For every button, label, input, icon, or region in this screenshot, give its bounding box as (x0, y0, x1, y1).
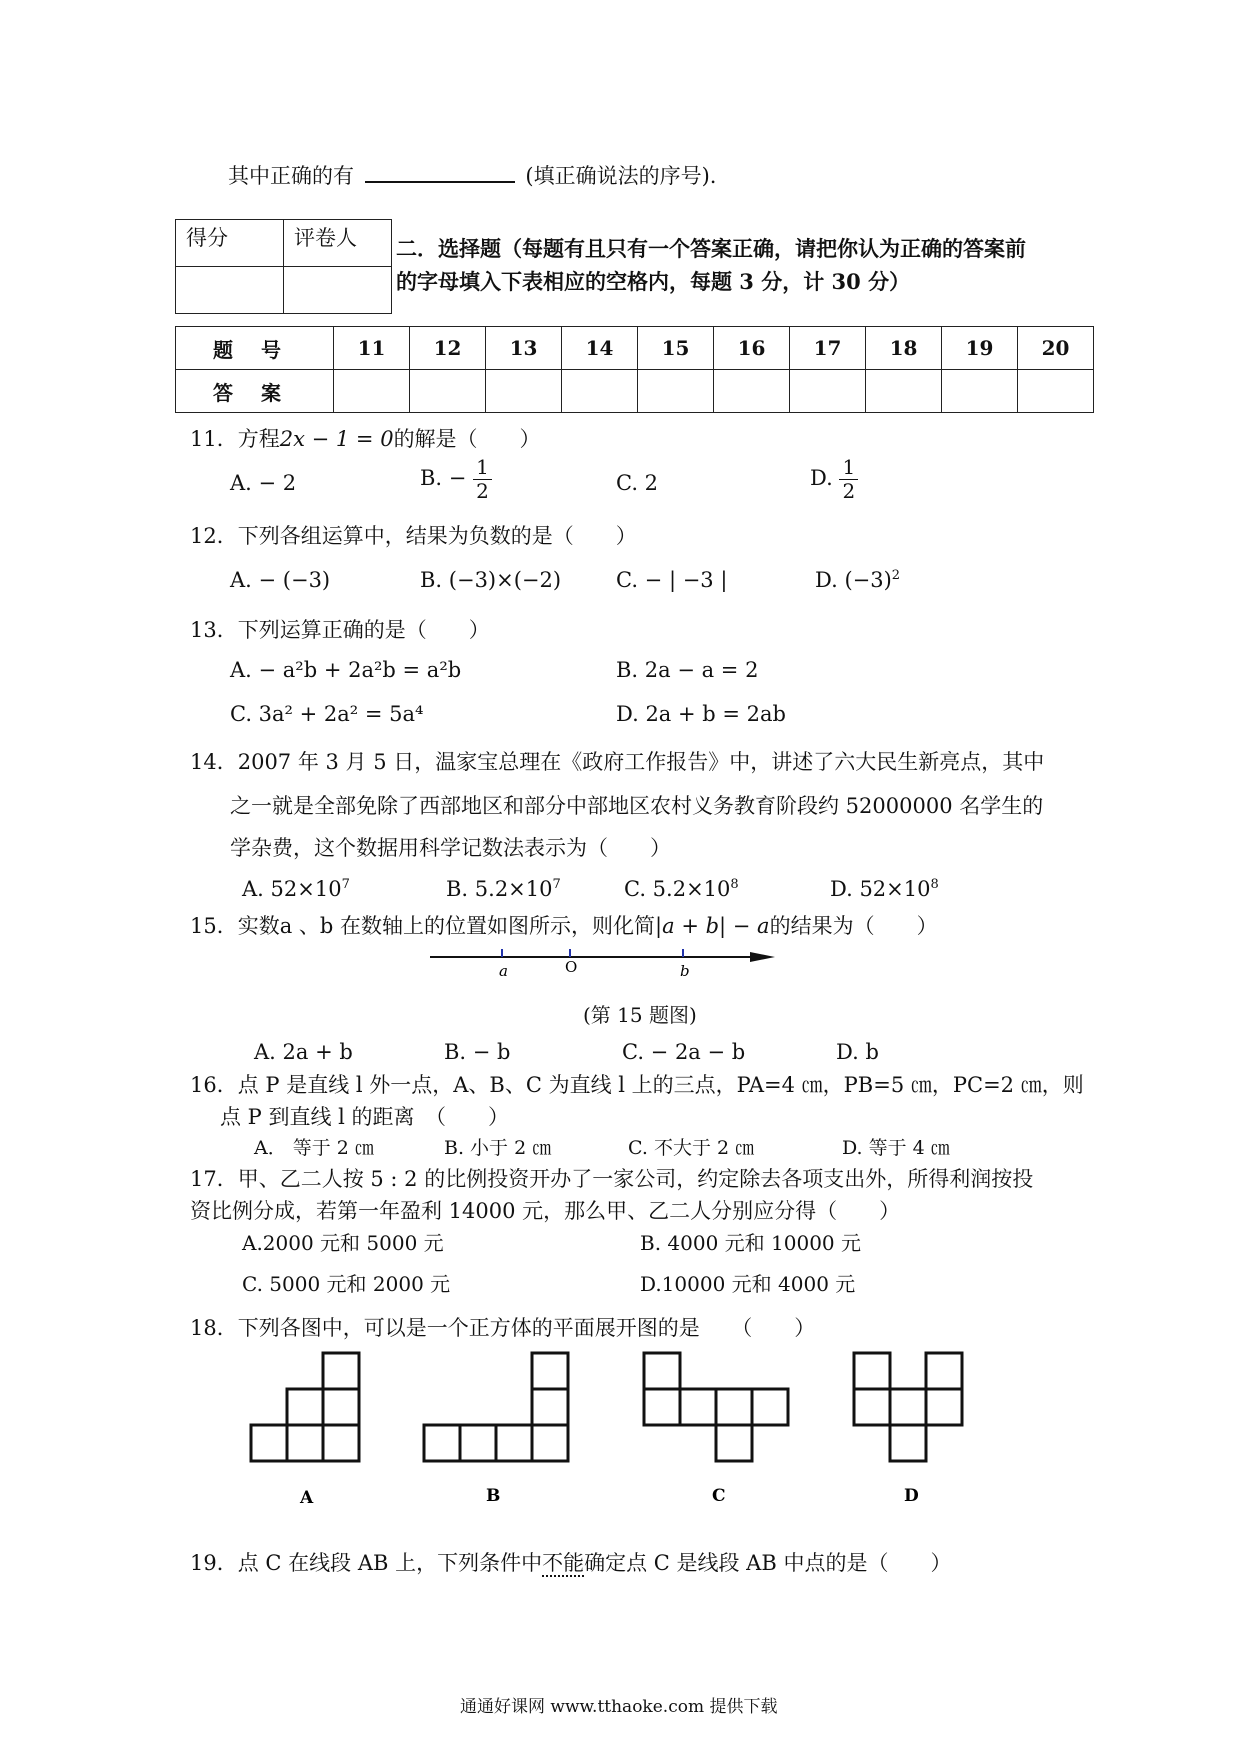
answer-cell[interactable] (638, 370, 714, 413)
fraction-numerator: 1 (473, 456, 492, 480)
answer-cell[interactable] (410, 370, 486, 413)
q15-option-c: C. − 2a − b (622, 1040, 746, 1064)
answer-cell[interactable] (562, 370, 638, 413)
q17-option-c: C. 5000 元和 2000 元 (242, 1272, 451, 1296)
q14-option-a-exponent: 7 (341, 877, 350, 892)
q12-stem: 12．下列各组运算中，结果为负数的是（ ） (190, 524, 637, 548)
q14-line3: 学杂费，这个数据用科学记数法表示为（ ） (230, 836, 671, 860)
q14-option-b (446, 877, 561, 901)
q14-option-a-base: A. 52×10 (242, 877, 342, 901)
grader-cell[interactable] (284, 267, 392, 314)
q16-option-b: B. 小于 2 ㎝ (444, 1137, 552, 1159)
q17-option-d: D.10000 元和 4000 元 (640, 1272, 856, 1296)
q11-option-a: A. − 2 (230, 471, 297, 495)
q16-option-d: D. 等于 4 ㎝ (842, 1137, 950, 1159)
q16-line2: 点 P 到直线 l 的距离 （ ） (220, 1105, 510, 1129)
q12-option-a: A. − (−3) (230, 568, 331, 592)
q15-expression: |a + b| − a (655, 914, 770, 938)
tick-label-a: a (499, 962, 508, 980)
q11-option-b-fraction (473, 456, 492, 503)
answer-cell[interactable] (1018, 370, 1094, 413)
q13-option-b: B. 2a − a = 2 (616, 658, 759, 682)
q16-option-a: A． 等于 2 ㎝ (254, 1137, 374, 1159)
answer-cell[interactable] (334, 370, 410, 413)
q12-option-d-base: D. (−3) (815, 568, 892, 592)
q15-stem-mid: a 、b 在数轴上的位置如图所示，则化简 (279, 914, 656, 938)
q16-line1: 16．点 P 是直线 l 外一点，A、B、C 为直线 l 上的三点，PA=4 ㎝，PB=5 ㎝，PC=2 ㎝，则 (190, 1073, 1084, 1097)
q12-option-d (815, 568, 900, 592)
q11-option-d-label: D. (810, 466, 833, 490)
q13-option-a: A. − a²b + 2a²b = a²b (230, 658, 462, 682)
cube-nets-figure (240, 1345, 1000, 1515)
q14-option-c-base: C. 5.2×10 (624, 877, 731, 901)
tick-label-o: O (565, 958, 578, 976)
q11-option-d (810, 456, 858, 503)
answer-cell[interactable] (714, 370, 790, 413)
q11-option-d-fraction (839, 456, 858, 503)
footer-credit: 通通好课网 www.tthaoke.com 提供下载 (460, 1697, 778, 1717)
q17-option-a: A.2000 元和 5000 元 (242, 1231, 444, 1255)
question-number-cell: 12 (410, 327, 486, 370)
q14-option-b-base: B. 5.2×10 (446, 877, 553, 901)
intro-prefix: 其中正确的有 (228, 164, 354, 188)
answer-blank[interactable] (365, 163, 515, 183)
q15-stem (190, 910, 938, 940)
q19-stem-suffix: 确定点 C 是线段 AB 中点的是（ ） (584, 1551, 952, 1575)
cube-net-c (644, 1353, 788, 1461)
q11-equation: 2x − 1 = 0 (279, 427, 394, 451)
number-line-figure (425, 940, 785, 980)
q17-line1: 17．甲、乙二人按 5 : 2 的比例投资开办了一家公司，约定除去各项支出外，所得利润按投 (190, 1167, 1034, 1191)
tick-label-b: b (680, 962, 690, 980)
question-number-cell: 16 (714, 327, 790, 370)
fraction-numerator: 1 (839, 456, 858, 480)
question-number-cell: 13 (486, 327, 562, 370)
q14-option-b-exponent: 7 (552, 877, 561, 892)
q16-option-c: C. 不大于 2 ㎝ (628, 1137, 755, 1159)
q17-line2: 资比例分成，若第一年盈利 14000 元，那么甲、乙二人分别应分得（ ） (190, 1199, 901, 1223)
grader-label: 评卷人 (284, 220, 392, 267)
net-label-a: A (300, 1488, 314, 1508)
q14-option-a (242, 877, 350, 901)
q17-option-b: B. 4000 元和 10000 元 (640, 1231, 862, 1255)
score-table (175, 219, 392, 314)
q11-option-c: C. 2 (616, 471, 659, 495)
question-number-cell: 14 (562, 327, 638, 370)
q11-option-b-label: B. − (420, 466, 467, 490)
answer-cell[interactable] (486, 370, 562, 413)
q13-option-c: C. 3a² + 2a² = 5a⁴ (230, 702, 424, 726)
q15-option-a: A. 2a + b (254, 1040, 353, 1064)
answer-table (175, 326, 1094, 413)
q14-option-c (624, 877, 739, 901)
answer-row-label: 答案 (176, 370, 334, 413)
answer-table-header-row (176, 327, 1094, 370)
score-label: 得分 (176, 220, 284, 267)
net-label-d: D (904, 1486, 919, 1506)
q19-stem-prefix: 19．点 C 在线段 AB 上，下列条件中 (190, 1551, 543, 1575)
q13-option-d: D. 2a + b = 2ab (616, 702, 786, 726)
q14-option-d (830, 877, 939, 901)
q12-option-d-exponent: 2 (891, 568, 901, 583)
q18-stem: 18．下列各图中，可以是一个正方体的平面展开图的是 （ ） (190, 1316, 816, 1340)
intro-line (228, 163, 716, 187)
answer-cell[interactable] (790, 370, 866, 413)
question-number-cell: 20 (1018, 327, 1094, 370)
answer-table-answer-row (176, 370, 1094, 413)
q15-option-b: B. − b (444, 1040, 511, 1064)
q14-option-d-exponent: 8 (930, 877, 939, 892)
arrow-head-icon (750, 952, 775, 962)
q15-option-d: D. b (836, 1040, 879, 1064)
q14-line2: 之一就是全部免除了西部地区和部分中部地区农村义务教育阶段约 52000000 名学生的 (230, 794, 1044, 818)
q15-stem-suffix: 的结果为（ ） (769, 914, 938, 938)
q11-stem (190, 423, 541, 453)
q19-stem (190, 1547, 951, 1577)
fraction-denominator: 2 (476, 479, 489, 503)
net-label-c: C (712, 1486, 726, 1506)
question-number-cell: 17 (790, 327, 866, 370)
answer-cell[interactable] (942, 370, 1018, 413)
q14-option-d-base: D. 52×10 (830, 877, 931, 901)
q15-stem-prefix: 15．实数 (190, 914, 280, 938)
q15-figure-caption: (第 15 题图) (583, 1003, 697, 1027)
q11-stem-prefix: 11．方程 (190, 427, 280, 451)
q14-line1: 14．2007 年 3 月 5 日，温家宝总理在《政府工作报告》中，讲述了六大民生新亮点，其中 (190, 750, 1045, 774)
cube-net-b (424, 1353, 568, 1461)
q14-option-c-exponent: 8 (730, 877, 739, 892)
q13-stem: 13．下列运算正确的是（ ） (190, 618, 490, 642)
q19-emphasis: 不能 (542, 1551, 585, 1575)
net-label-b: B (486, 1486, 501, 1506)
score-cell[interactable] (176, 267, 284, 314)
q12-option-c: C. − | −3 | (616, 568, 728, 592)
q11-stem-suffix: 的解是（ ） (393, 427, 541, 451)
question-number-cell: 11 (334, 327, 410, 370)
fraction-denominator: 2 (842, 479, 856, 503)
section2-title-line2: 的字母填入下表相应的空格内，每题 3 分，计 30 分） (396, 269, 911, 294)
cube-net-d (854, 1353, 962, 1461)
question-number-label: 题号 (176, 327, 334, 370)
section2-title-line1: 二．选择题（每题有且只有一个答案正确，请把你认为正确的答案前 (396, 236, 1026, 261)
cube-net-a (251, 1353, 359, 1461)
q12-option-b: B. (−3)×(−2) (420, 568, 562, 592)
question-number-cell: 18 (866, 327, 942, 370)
intro-suffix: (填正确说法的序号). (525, 164, 717, 188)
question-number-cell: 15 (638, 327, 714, 370)
q11-option-b (420, 456, 492, 503)
answer-cell[interactable] (866, 370, 942, 413)
question-number-cell: 19 (942, 327, 1018, 370)
